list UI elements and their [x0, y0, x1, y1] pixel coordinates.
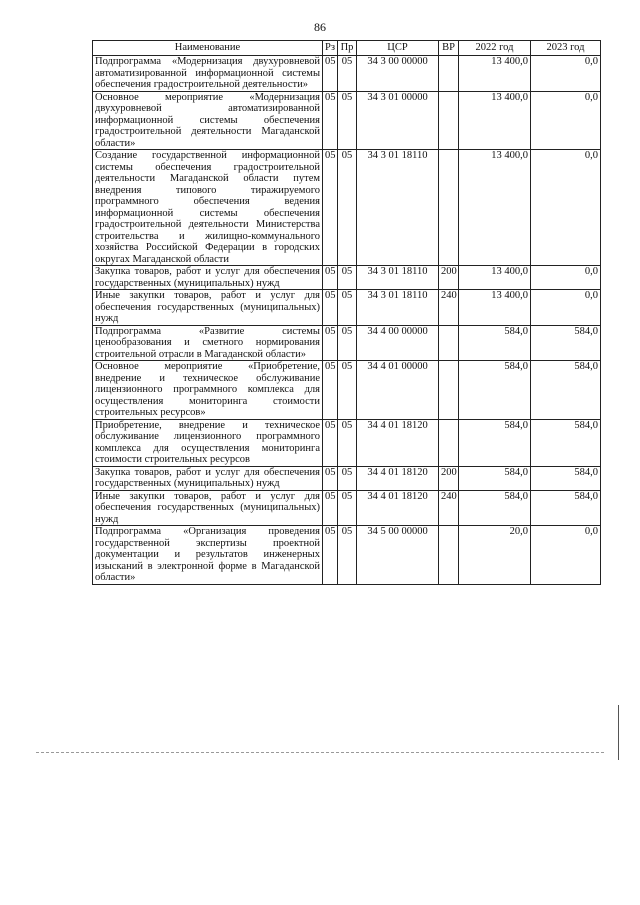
row-pr: 05 — [338, 56, 357, 92]
row-vr — [439, 526, 459, 585]
row-name: Подпрограмма «Развитие системы ценообразования и сметного нормирования строительной отрасли в Магаданской области» — [93, 325, 323, 361]
row-2022: 13 400,0 — [459, 150, 531, 266]
page-divider — [36, 752, 604, 753]
row-rz: 05 — [323, 526, 338, 585]
row-rz: 05 — [323, 266, 338, 290]
row-vr: 200 — [439, 266, 459, 290]
row-2022: 13 400,0 — [459, 91, 531, 150]
row-vr — [439, 56, 459, 92]
row-csr: 34 4 01 18120 — [357, 466, 439, 490]
table-row — [93, 361, 601, 420]
row-rz: 05 — [323, 419, 338, 466]
row-pr: 05 — [338, 290, 357, 326]
row-2023: 0,0 — [531, 150, 601, 266]
row-pr: 05 — [338, 266, 357, 290]
row-rz: 05 — [323, 361, 338, 420]
row-rz: 05 — [323, 325, 338, 361]
scan-edge-mark — [618, 705, 619, 760]
table-row — [93, 466, 601, 490]
table-row — [93, 290, 601, 326]
row-name: Закупка товаров, работ и услуг для обеспечения государственных (муниципальных) нужд — [93, 266, 323, 290]
page-number: 86 — [314, 20, 326, 34]
row-name: Создание государственной информационной системы обеспечения градостроительной деятельности Магаданской области путем внедрения типового тиражируемого программного обеспечения ведения информационной системы обеспечения градостроительной деятельности Министерства строительства и жилищно-коммунального хозяйства Российской Федерации в городских округах Магаданской области — [93, 150, 323, 266]
row-csr: 34 3 01 18110 — [357, 266, 439, 290]
table-row — [93, 325, 601, 361]
row-vr: 240 — [439, 490, 459, 526]
row-2022: 13 400,0 — [459, 290, 531, 326]
row-2022: 13 400,0 — [459, 56, 531, 92]
header-name: Наименование — [93, 41, 323, 56]
row-pr: 05 — [338, 91, 357, 150]
table-row — [93, 526, 601, 585]
row-2023: 584,0 — [531, 490, 601, 526]
row-vr: 240 — [439, 290, 459, 326]
budget-table — [92, 40, 601, 585]
row-rz: 05 — [323, 150, 338, 266]
row-2023: 584,0 — [531, 419, 601, 466]
row-vr: 200 — [439, 466, 459, 490]
row-2023: 584,0 — [531, 325, 601, 361]
row-2023: 0,0 — [531, 290, 601, 326]
row-vr — [439, 361, 459, 420]
row-csr: 34 3 01 18110 — [357, 290, 439, 326]
row-vr — [439, 325, 459, 361]
row-vr — [439, 150, 459, 266]
row-rz: 05 — [323, 466, 338, 490]
row-2022: 584,0 — [459, 490, 531, 526]
row-2022: 584,0 — [459, 466, 531, 490]
row-2022: 20,0 — [459, 526, 531, 585]
row-2022: 584,0 — [459, 325, 531, 361]
row-vr — [439, 419, 459, 466]
table-row — [93, 490, 601, 526]
table-header-row — [93, 41, 601, 56]
row-2023: 584,0 — [531, 361, 601, 420]
header-pr: Пр — [338, 41, 357, 56]
row-rz: 05 — [323, 490, 338, 526]
header-rz: Рз — [323, 41, 338, 56]
row-2023: 0,0 — [531, 91, 601, 150]
row-vr — [439, 91, 459, 150]
row-rz: 05 — [323, 290, 338, 326]
row-pr: 05 — [338, 150, 357, 266]
row-pr: 05 — [338, 419, 357, 466]
row-name: Основное мероприятие «Приобретение, внедрение и техническое обслуживание лицензионного программного комплекса для осуществления мониторинга стоимости строительных ресурсов» — [93, 361, 323, 420]
row-2023: 0,0 — [531, 526, 601, 585]
row-csr: 34 4 00 00000 — [357, 325, 439, 361]
row-2022: 13 400,0 — [459, 266, 531, 290]
row-pr: 05 — [338, 361, 357, 420]
row-pr: 05 — [338, 325, 357, 361]
row-csr: 34 5 00 00000 — [357, 526, 439, 585]
row-csr: 34 3 00 00000 — [357, 56, 439, 92]
table-row — [93, 266, 601, 290]
table-row — [93, 91, 601, 150]
row-pr: 05 — [338, 466, 357, 490]
row-2023: 584,0 — [531, 466, 601, 490]
row-name: Иные закупки товаров, работ и услуг для обеспечения государственных (муниципальных) нужд — [93, 490, 323, 526]
row-2023: 0,0 — [531, 266, 601, 290]
row-2022: 584,0 — [459, 419, 531, 466]
row-csr: 34 4 01 18120 — [357, 490, 439, 526]
header-vr: ВР — [439, 41, 459, 56]
table-row — [93, 419, 601, 466]
row-csr: 34 3 01 00000 — [357, 91, 439, 150]
table-row — [93, 150, 601, 266]
row-rz: 05 — [323, 91, 338, 150]
row-name: Основное мероприятие «Модернизация двухуровневой автоматизированной информационной системы обеспечения градостроительной деятельности Магаданской области» — [93, 91, 323, 150]
row-2022: 584,0 — [459, 361, 531, 420]
header-2023: 2023 год — [531, 41, 601, 56]
row-2023: 0,0 — [531, 56, 601, 92]
header-csr: ЦСР — [357, 41, 439, 56]
row-name: Подпрограмма «Организация проведения государственной экспертизы проектной документации и результатов инженерных изысканий в электронной форме в Магаданской области» — [93, 526, 323, 585]
row-csr: 34 3 01 18110 — [357, 150, 439, 266]
row-pr: 05 — [338, 490, 357, 526]
row-rz: 05 — [323, 56, 338, 92]
row-pr: 05 — [338, 526, 357, 585]
row-csr: 34 4 01 00000 — [357, 361, 439, 420]
row-name: Приобретение, внедрение и техническое обслуживание лицензионного программного комплекса для осуществления мониторинга стоимости строительных ресурсов — [93, 419, 323, 466]
row-name: Иные закупки товаров, работ и услуг для обеспечения государственных (муниципальных) нужд — [93, 290, 323, 326]
table-row — [93, 56, 601, 92]
row-name: Подпрограмма «Модернизация двухуровневой автоматизированной информационной системы обеспечения градостроительной деятельности» — [93, 56, 323, 92]
header-2022: 2022 год — [459, 41, 531, 56]
row-csr: 34 4 01 18120 — [357, 419, 439, 466]
row-name: Закупка товаров, работ и услуг для обеспечения государственных (муниципальных) нужд — [93, 466, 323, 490]
